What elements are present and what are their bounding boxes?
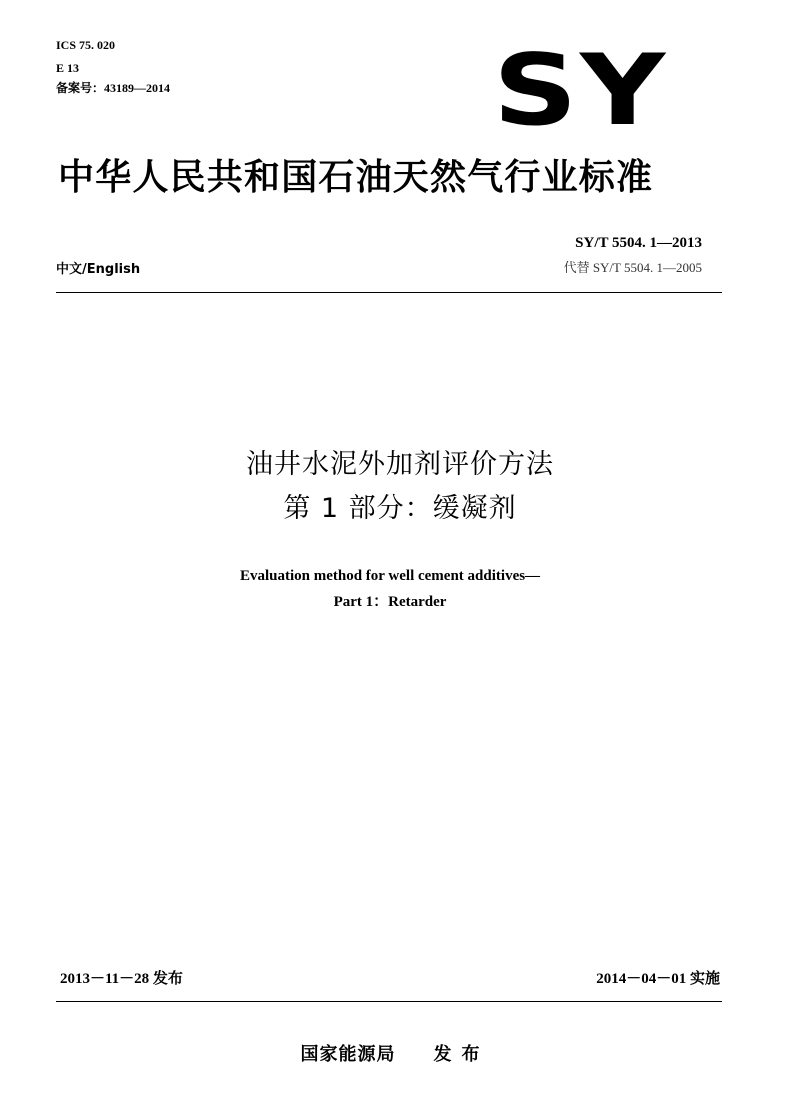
title-en-line2: Part 1：Retarder [333, 594, 447, 610]
ics-code: ICS 75. 020 [56, 38, 116, 52]
sy-logo: SY [493, 34, 668, 148]
ccs-code: E 13 [56, 61, 80, 75]
issue-date: 2013－11－28 发布 [60, 971, 183, 987]
standard-category-title: 中华人民共和国石油天然气行业标准 [58, 157, 654, 198]
issuer-name: 国家能源局 [300, 1044, 396, 1065]
replaces-standard: 代替 SY/T 5504. 1—2005 [563, 260, 702, 275]
language-label: 中文/English [56, 262, 141, 277]
issuer-action: 发布 [433, 1044, 490, 1065]
top-divider [56, 292, 722, 293]
title-cn-line1: 油井水泥外加剂评价方法 [246, 449, 554, 480]
issuer-block [0, 1044, 790, 1066]
record-number: 备案号：43189—2014 [56, 81, 171, 95]
implementation-date: 2014－04－01 实施 [596, 971, 720, 987]
bottom-divider [56, 1001, 722, 1002]
title-en-line1: Evaluation method for well cement additives— [239, 568, 541, 584]
title-cn-line2: 第 1 部分：缓凝剂 [283, 493, 517, 524]
standard-number: SY/T 5504. 1—2013 [575, 235, 702, 251]
